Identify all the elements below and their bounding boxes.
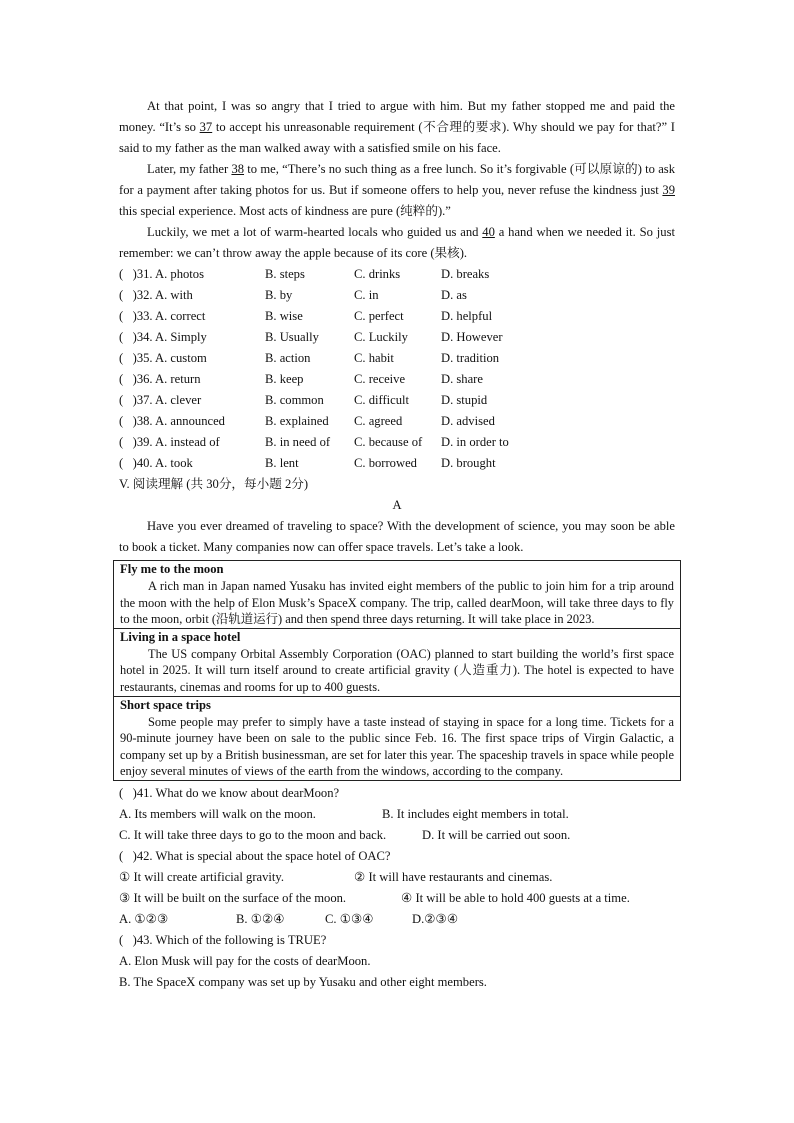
box-section-moon [114, 561, 680, 628]
reading-intro: Have you ever dreamed of traveling to space? With the development of science, you may soon be able to book a ticket. Many companies now can offer space travels. Let’s take a look. [119, 519, 675, 554]
passage-paragraph-3 [119, 222, 675, 264]
option-d: D. However [441, 330, 503, 344]
text: to accept his unreasonable requirement (不合理的要求). Why should we pay for that?” I said to my father as the man walked away with a satisfied smile on his face. [119, 120, 675, 155]
option-d: D. in order to [441, 435, 509, 449]
option-c: C. ①③④ [325, 911, 374, 926]
option-a: ( )37. A. clever [119, 393, 202, 407]
option-c: C. in [354, 288, 379, 302]
option-c: C. habit [354, 351, 394, 365]
option-row-38 [119, 411, 675, 432]
option-d: D. brought [441, 456, 496, 470]
box-heading: Short space trips [120, 697, 211, 712]
box-text: Some people may prefer to simply have a taste instead of staying in space for a long time. Tickets for a 90-minute journey have been on sale to the public since Feb. 16. The first space trips of Virgin Galactic, a company set up by a British businessman, are set for later this year. The spaceship travels in space while people enjoy several minutes of views of the earth from the windows, according to the company. [120, 714, 674, 779]
option-c: C. agreed [354, 414, 403, 428]
option-a: ( )39. A. instead of [119, 435, 220, 449]
option-c: C. drinks [354, 267, 401, 281]
option-row-32 [119, 285, 675, 306]
statement-4: ④ It will be able to hold 400 guests at a time. [401, 890, 630, 905]
option-c: C. difficult [354, 393, 410, 407]
option-d: D. tradition [441, 351, 500, 365]
option-d: D. stupid [441, 393, 488, 407]
statement-1: ① It will create artificial gravity. [119, 869, 285, 884]
option-b: B. It includes eight members in total. [382, 806, 569, 821]
option-b: B. action [265, 351, 311, 365]
option-c: C. borrowed [354, 456, 417, 470]
option-row-36 [119, 369, 675, 390]
option-d: D. breaks [441, 267, 490, 281]
option-b: B. common [265, 393, 324, 407]
info-box [113, 560, 681, 781]
text: Later, my father [147, 162, 232, 176]
option-b: B. keep [265, 372, 304, 386]
box-heading: Fly me to the moon [120, 562, 224, 576]
option-row-39 [119, 432, 675, 453]
question-41-options-cd [119, 825, 675, 846]
text: a hand when we needed it. So just remember: we can’t throw away the apple because of its core (果核). [119, 225, 675, 260]
question-42: ( )42. What is special about the space hotel of OAC? [119, 848, 391, 863]
passage-paragraph-2 [119, 159, 675, 222]
option-a: ( )35. A. custom [119, 351, 207, 365]
option-c: C. receive [354, 372, 406, 386]
question-42-statements-34 [119, 888, 675, 909]
option-a: ( )31. A. photos [119, 267, 205, 281]
passage-paragraph-1 [119, 96, 675, 159]
text: to me, “There’s no such thing as a free lunch. So it’s forgivable (可以原谅的) to ask for a payment after taking photos for us. But if someone offers to help you, never refuse the kindness just [119, 162, 675, 197]
option-b: B. lent [265, 456, 299, 470]
question-42-statements-12 [119, 867, 675, 888]
option-b: B. Usually [265, 330, 319, 344]
question-41: ( )41. What do we know about dearMoon? [119, 785, 340, 800]
section-heading: V. 阅读理解 (共 30分，每小题 2分) [119, 477, 309, 491]
option-a: ( )38. A. announced [119, 414, 225, 428]
option-a: ( )33. A. correct [119, 309, 206, 323]
option-c: C. because of [354, 435, 423, 449]
option-d: D. advised [441, 414, 495, 428]
option-b: B. ①②④ [236, 911, 285, 926]
option-row-35 [119, 348, 675, 369]
question-42-options [119, 909, 675, 930]
blank-37: 37 [199, 120, 213, 134]
question-43: ( )43. Which of the following is TRUE? [119, 932, 327, 947]
option-a: ( )34. A. Simply [119, 330, 207, 344]
option-row-33 [119, 306, 675, 327]
text: this special experience. Most acts of kindness are pure (纯粹的).” [119, 204, 451, 218]
part-label: A [392, 498, 402, 512]
cloze-options [119, 264, 675, 474]
box-section-hotel [114, 628, 680, 696]
box-text: The US company Orbital Assembly Corporation (OAC) planned to start building the world’s first space hotel in 2025. It will turn itself around to create artificial gravity (人造重力). The hotel is expected to have restaurants, cinemas and rooms for up to 400 guests. [120, 646, 674, 694]
page-content [119, 96, 675, 993]
option-row-31 [119, 264, 675, 285]
blank-38: 38 [231, 162, 245, 176]
text: Luckily, we met a lot of warm-hearted locals who guided us and [147, 225, 483, 239]
option-a: ( )36. A. return [119, 372, 201, 386]
questions [119, 783, 675, 993]
option-b: B. wise [265, 309, 303, 323]
option-row-40 [119, 453, 675, 474]
box-text: A rich man in Japan named Yusaku has invited eight members of the public to join him for a trip around the moon with the help of Elon Musk’s SpaceX company. The trip, called dearMoon, will take three days to fly to the moon, orbit (沿轨道运行) and then spend three days returning. It will take place in 2023. [120, 579, 674, 627]
option-row-34 [119, 327, 675, 348]
option-b: B. by [265, 288, 293, 302]
option-c: C. It will take three days to go to the moon and back. [119, 827, 387, 842]
statement-3: ③ It will be built on the surface of the moon. [119, 890, 347, 905]
option-d: D.②③④ [412, 911, 459, 926]
box-section-trips [114, 696, 680, 780]
statement-2: ② It will have restaurants and cinemas. [354, 869, 553, 884]
option-a: ( )40. A. took [119, 456, 193, 470]
box-heading: Living in a space hotel [120, 629, 241, 644]
blank-39: 39 [662, 183, 675, 197]
text: At that point, I was so angry that I tried to argue with him. But my father stopped me and paid the money. “It’s so [119, 99, 675, 134]
option-b: B. explained [265, 414, 329, 428]
option-a: A. ①②③ [119, 911, 169, 926]
option-a: A. Its members will walk on the moon. [119, 806, 316, 821]
option-d: D. as [441, 288, 467, 302]
question-41-options-ab [119, 804, 675, 825]
option-d: D. share [441, 372, 483, 386]
option-b: B. steps [265, 267, 305, 281]
option-a: ( )32. A. with [119, 288, 193, 302]
blank-40: 40 [482, 225, 495, 239]
option-d: D. It will be carried out soon. [422, 827, 571, 842]
option-c: C. Luckily [354, 330, 408, 344]
option-d: D. helpful [441, 309, 493, 323]
option-c: C. perfect [354, 309, 404, 323]
option-b: B. in need of [265, 435, 331, 449]
option-row-37 [119, 390, 675, 411]
question-43-option-b: B. The SpaceX company was set up by Yusaku and other eight members. [119, 974, 487, 989]
question-43-option-a: A. Elon Musk will pay for the costs of dearMoon. [119, 953, 371, 968]
